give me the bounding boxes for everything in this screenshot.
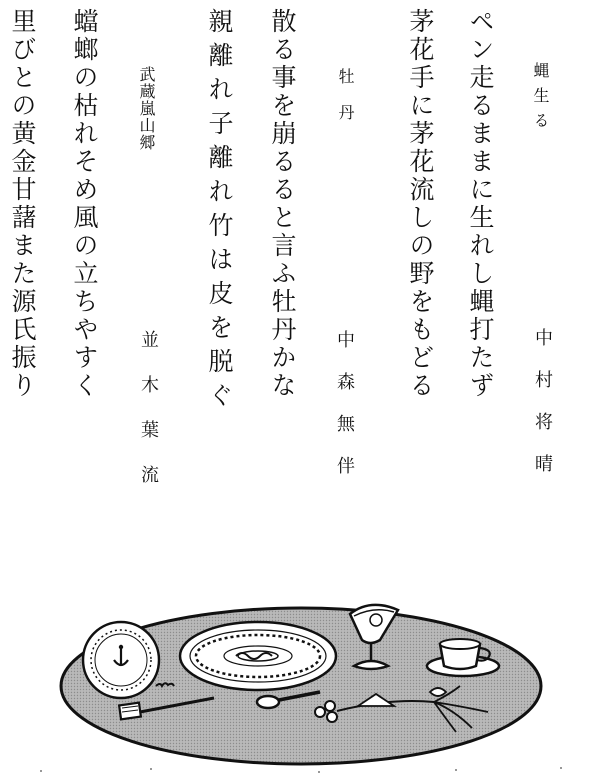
poem-verse: 里びとの黄金甘藷また源氏振り [8,8,37,400]
print-speck [318,771,320,773]
poem-verse: 茅花手に茅花流しの野をもどる [406,8,435,400]
table-setting-illustration [58,598,544,768]
poem-verse: ペン走るままに生れし蝿打たず [466,8,495,400]
print-speck [40,770,42,772]
poem-title: 蝿生る [531,62,550,137]
poem-title: 武蔵嵐山郷 [137,66,156,151]
poem-author: 中森無伴 [334,330,355,498]
oval-platter [180,622,336,690]
poem-verse: 親離れ子離れ竹は皮を脱ぐ [205,8,234,416]
poem-author: 並木葉流 [138,330,159,510]
print-speck [150,768,152,770]
poem-verse: 散る事を崩るると言ふ牡丹かな [268,8,297,400]
poem-verse: 蟷螂の枯れそめ風の立ちやすく [70,8,99,400]
poem-title: 牡丹 [336,68,355,140]
print-speck [560,767,562,769]
print-speck [455,769,457,771]
poem-author: 中村将晴 [532,328,553,496]
round-plate [83,622,159,698]
